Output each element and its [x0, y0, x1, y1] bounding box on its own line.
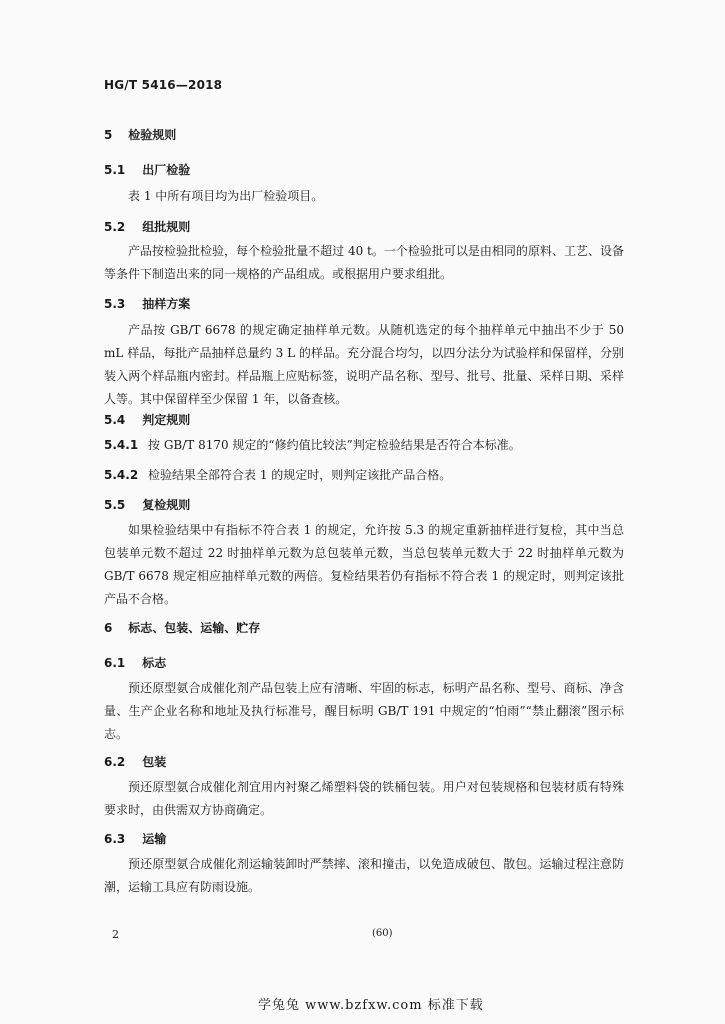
site-footer-text: 学兔兔 www.bzfxw.com 标准下载 [258, 998, 484, 1013]
section-5-2-text: 产品按检验批检验，每个检验批量不超过 40 t。一个检验批可以是由相同的原料、工艺、设备等条件下制造出来的同一规格的产品组成。或根据用户要求组批。 [104, 244, 624, 281]
section-6-2-heading [104, 753, 166, 770]
section-number: 6 [104, 621, 113, 635]
section-6-1-text: 预还原型氨合成催化剂产品包装上应有清晰、牢固的标志，标明产品名称、型号、商标、净含量、生产企业名称和地址及执行标准号，醒目标明 GB/T 191 中规定的“怕雨”“禁止翻滚”图示标志。 [104, 681, 624, 741]
section-title: 出厂检验 [142, 163, 191, 177]
section-number: 5 [104, 128, 113, 142]
section-6-3-heading [104, 830, 166, 847]
section-number: 5.5 [104, 498, 126, 512]
section-6-3-text: 预还原型氨合成催化剂运输装卸时严禁摔、滚和撞击，以免造成破包、散包。运输过程注意防潮，运输工具应有防雨设施。 [104, 857, 624, 894]
section-title: 标志 [142, 656, 167, 670]
section-title: 组批规则 [142, 220, 191, 234]
standard-code: HG/T 5416—2018 [104, 78, 223, 92]
section-number: 5.3 [104, 297, 126, 311]
section-number: 5.4 [104, 413, 126, 427]
section-number: 6.2 [104, 755, 126, 769]
section-number: 5.2 [104, 220, 126, 234]
page-number: 2 [112, 928, 119, 941]
section-text: 检验结果全部符合表 1 的规定时，则判定该批产品合格。 [148, 468, 452, 482]
section-number: 6.1 [104, 656, 126, 670]
section-title: 检验规则 [128, 128, 177, 142]
section-title: 运输 [142, 832, 167, 846]
section-number: 6.3 [104, 832, 126, 846]
section-title: 标志、包装、运输、贮存 [128, 621, 261, 635]
section-6-1-heading [104, 654, 166, 671]
section-title: 包装 [142, 755, 167, 769]
section-5-5-heading [104, 496, 190, 513]
section-title: 抽样方案 [142, 297, 191, 311]
section-title: 判定规则 [142, 413, 191, 427]
section-5-1-heading [104, 161, 190, 178]
section-title: 复检规则 [142, 498, 191, 512]
section-5-5-text: 如果检验结果中有指标不符合表 1 的规定，允许按 5.3 的规定重新抽样进行复检，其中当总包装单元数不超过 22 时抽样单元数为总包装单元数，当总包装单元数大于 22 时抽样单元数为 GB/T 6678 规定相应抽样单元数的两倍。复检结果若仍有指标不符合表 1 的规定时，则判定该批产品不合格。 [104, 523, 624, 606]
section-5-4-2 [104, 466, 451, 483]
section-number: 5.1 [104, 163, 126, 177]
section-6-heading [104, 619, 260, 636]
section-5-2-heading [104, 218, 190, 235]
page-mark: (60) [372, 928, 393, 939]
section-5-4-1 [104, 436, 521, 453]
section-5-1-text: 表 1 中所有项目均为出厂检验项目。 [128, 189, 324, 203]
section-5-4-heading [104, 411, 190, 428]
section-5-3-text: 产品按 GB/T 6678 的规定确定抽样单元数。从随机选定的每个抽样单元中抽出不少于 50 mL 样品，每批产品抽样总量约 3 L 的样品。充分混合均匀，以四分法分为试验样和保留样，分别装入两个样品瓶内密封。样品瓶上应贴标签，说明产品名称、型号、批号、批量、采样日期、采样人等。其中保留样至少保留 1 年，以备查核。 [104, 323, 624, 406]
section-number: 5.4.2 [104, 468, 139, 482]
section-text: 按 GB/T 8170 规定的“修约值比较法”判定检验结果是否符合本标准。 [148, 438, 521, 452]
section-number: 5.4.1 [104, 438, 139, 452]
section-6-2-text: 预还原型氨合成催化剂宜用内衬聚乙烯塑料袋的铁桶包装。用户对包装规格和包装材质有特殊要求时，由供需双方协商确定。 [104, 780, 624, 817]
section-5-3-heading [104, 295, 190, 312]
section-5-heading [104, 126, 176, 143]
